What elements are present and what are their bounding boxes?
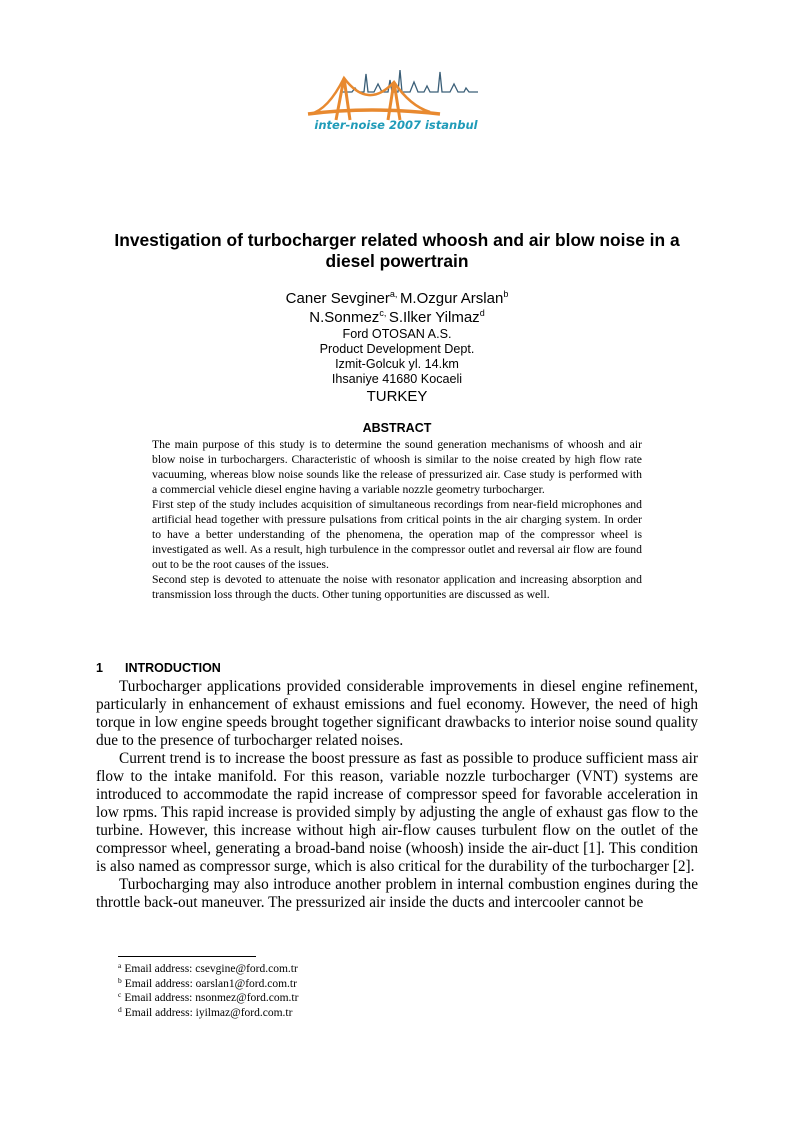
affiliation-street: Izmit-Golcuk yl. 14.km <box>335 357 459 371</box>
footnote-text: Email address: iyilmaz@ford.com.tr <box>124 1006 293 1019</box>
abstract-paragraph: First step of the study includes acquisition of simultaneous recordings from near-field microphones and artificial head together with pressure pulsations from critical points in the air charging system. In order to have a better understanding of the phenomena, the operation map of the compressor wheel is investigated as well. As a result, high turbulence in the compressor outlet and reversal air flow are found out to be the root causes of the issues. <box>152 498 642 571</box>
paper-title: Investigation of turbocharger related whoosh and air blow noise in a diesel powertrain <box>114 230 680 271</box>
footnote-mark: c <box>118 990 122 999</box>
author-mark: a <box>389 289 395 299</box>
author-name: M.Ozgur Arslan <box>399 290 504 307</box>
author-mark: c <box>379 308 384 318</box>
footnote-mark: b <box>118 975 122 985</box>
footnote-mark: d <box>118 1004 122 1014</box>
abstract-paragraph: The main purpose of this study is to determine the sound generation mechanisms of whoosh and air blow noise in turbochargers. Characteristic of whoosh is similar to the noise created by high flow rate vacuuming, whereas blow noise sounds like the release of pressurized air. Case study is performed with a commercial vehicle diesel engine having a variable nozzle geometry turbocharger. <box>152 438 642 496</box>
author-separator: , <box>394 289 400 299</box>
footnote-mark: a <box>118 961 122 970</box>
footnote-text: Email address: nsonmez@ford.com.tr <box>124 992 299 1004</box>
author-line-2 <box>96 308 698 327</box>
abstract-heading: ABSTRACT <box>362 421 432 435</box>
author-line-1 <box>96 289 698 308</box>
affiliation-country: TURKEY <box>366 388 428 405</box>
section-title: INTRODUCTION <box>125 661 221 675</box>
footnote <box>118 977 518 992</box>
affiliation-city: Ihsaniye 41680 Kocaeli <box>331 372 463 386</box>
introduction-body <box>96 678 698 912</box>
author-name: S.Ilker Yilmaz <box>388 309 480 326</box>
footnote <box>118 962 518 977</box>
footnote <box>118 1006 518 1021</box>
body-paragraph: Turbocharging may also introduce another problem in internal combustion engines during the throttle back-out maneuver. The pressurized air inside the ducts and intercooler cannot be <box>96 876 698 911</box>
section-number: 1 <box>96 661 103 675</box>
logo-text: inter-noise 2007 istanbul <box>314 118 478 132</box>
footnote-text: Email address: csevgine@ford.com.tr <box>124 963 298 975</box>
author-mark: d <box>479 308 485 318</box>
affiliation-company: Ford OTOSAN A.S. <box>342 327 452 341</box>
conference-logo <box>300 62 490 140</box>
abstract-body <box>152 437 642 602</box>
author-block <box>96 289 698 406</box>
author-name: N.Sonmez <box>309 309 380 326</box>
author-separator: , <box>383 308 389 318</box>
section-heading <box>96 661 698 675</box>
footnotes <box>118 962 518 1020</box>
footnote-text: Email address: oarslan1@ford.com.tr <box>124 977 297 990</box>
author-mark: b <box>503 289 509 299</box>
body-paragraph: Turbocharger applications provided considerable improvements in diesel engine refinement, particularly in enhancement of exhaust emissions and fuel economy. However, the need of high torque in low engine speeds brought together significant drawbacks to interior noise sound quality due to the presence of turbocharger related noises. <box>96 678 698 749</box>
affiliation-department: Product Development Dept. <box>319 342 475 356</box>
bridge-logo-icon <box>300 62 490 122</box>
author-name: Caner Sevginer <box>285 290 390 307</box>
footnote-divider <box>118 956 256 957</box>
abstract-paragraph: Second step is devoted to attenuate the noise with resonator application and increasing absorption and transmission loss through the ducts. Other tuning opportunities are discussed as well. <box>152 573 642 601</box>
footnote <box>118 991 518 1006</box>
body-paragraph: Current trend is to increase the boost pressure as fast as possible to produce sufficient mass air flow to the intake manifold. For this reason, variable nozzle turbocharger (VNT) systems are introduced to accommodate the rapid increase of compressor speed for favorable acceleration in low rpms. This rapid increase is provided simply by adjusting the angle of exhaust gas flow to the turbine. However, this increase without high air-flow causes turbulent flow on the outlet of the compressor wheel, generating a broad-band noise (whoosh) inside the air-duct [1]. This condition is also named as compressor surge, which is also critical for the durability of the turbocharger [2]. <box>96 750 698 875</box>
